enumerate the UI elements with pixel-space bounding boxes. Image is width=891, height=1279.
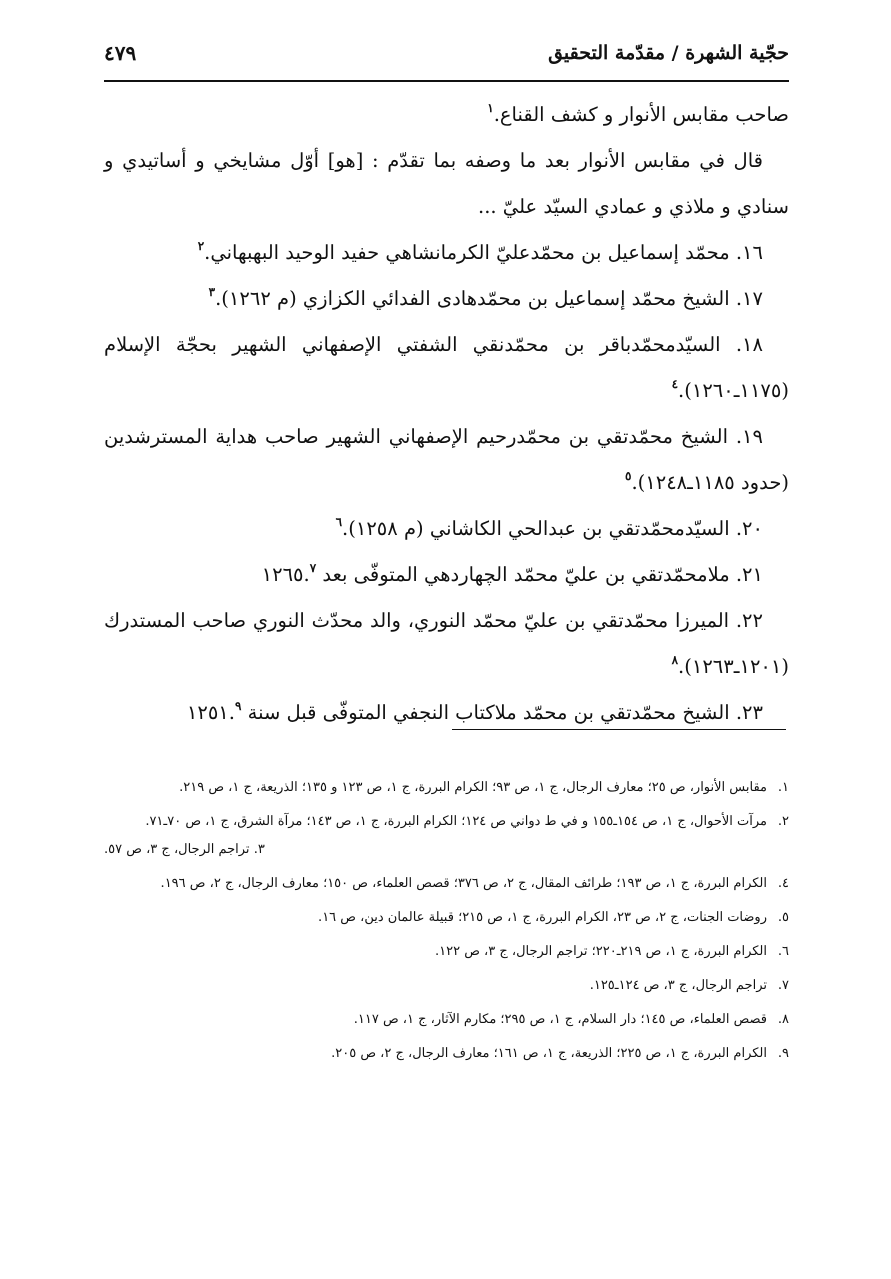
footnote-ref: ٣ [208, 285, 216, 299]
footnote: ٥. روضات الجنات، ج ٢، ص ٢٣، الكرام البررة، ج ١، ص ٢١٥؛ قبيلة عالمان دين، ص ١٦. [318, 910, 789, 925]
header-rule [104, 80, 789, 82]
footnote: ٦. الكرام البررة، ج ١، ص ٢١٩ـ٢٢٠؛ تراجم الرجال، ج ٣، ص ١٢٢. [434, 944, 789, 959]
list-item: ١٧. الشيخ محمّد إسماعيل بن محمّدهادى الفدائي الكزازي (م ١٢٦٢).$^٣$ [208, 285, 763, 310]
list-item: ٢٠. السيّدمحمّدتقي بن عبدالحي الكاشاني (م ١٢٥٨).$^٦$ [335, 515, 763, 540]
footnote-separator [452, 729, 786, 730]
footnotes [104, 774, 789, 1074]
list-item: ١٨. السيّدمحمّدباقر بن محمّدنقي الشفتي الإصفهاني الشهير بحجّة الإسلام (١١٧٥ـ١٢٦٠).$^٤$ [104, 333, 789, 402]
footnote: ٨. قصص العلماء، ص ١٤٥؛ دار السلام، ج ١، ص ٢٩٥؛ مكارم الآثار، ج ١، ص ١١٧. [353, 1012, 789, 1027]
footnote-ref: ٨ [671, 653, 679, 667]
footnote: ٩. الكرام البررة، ج ١، ص ٢٢٥؛ الذريعة، ج ١، ص ١٦١؛ معارف الرجال، ج ٢، ص ٢٠٥. [331, 1046, 789, 1061]
text-paragraph: قال في مقابس الأنوار بعد ما وصفه بما تقدّم : [هو] أوّل مشايخي و أساتيدي و سنادي و ملاذي و عمادي السيّد عليّ ... [104, 149, 789, 218]
page-header [104, 36, 789, 70]
list-item: ١٩. الشيخ محمّدتقي بن محمّدرحيم الإصفهاني الشهير صاحب هداية المسترشدين (حدود ١١٨٥ـ١٢٤٨).$^٥$ [104, 425, 789, 494]
page-number: ٤٧٩ [104, 41, 137, 65]
footnote-ref: ٩ [234, 699, 242, 713]
footnote: ٤. الكرام البررة، ج ١، ص ١٩٣؛ طرائف المقال، ج ٢، ص ٣٧٦؛ قصص العلماء، ص ١٥٠؛ معارف الرجال، ج ٢، ص ١٩٦. [160, 876, 789, 891]
footnote: ٢. مرآت الأحوال، ج ١، ص ١٥٤ـ١٥٥ و في ط دواني ص ١٢٤؛ الكرام البررة، ج ١، ص ١٤٣؛ مرآة الشرق، ج ١، ص ٧٠ـ٧١. ٣. تراجم الرجال، ج ٣، ص ٥٧. [104, 808, 789, 864]
text-line: صاحب مقابس الأنوار و كشف القناع.$^١$ [487, 101, 789, 126]
footnote: ١. مقابس الأنوار، ص ٢٥؛ معارف الرجال، ج ١، ص ٩٣؛ الكرام البررة، ج ١، ص ١٢٣ و ١٣٥؛ الذريعة، ج ١، ص ٢١٩. [179, 780, 789, 795]
footnote: ٣. تراجم الرجال، ج ٣، ص ٥٧. [104, 842, 265, 857]
footnote-ref: ٥ [625, 469, 632, 483]
list-item: ٢٣. الشيخ محمّدتقي بن محمّد ملاكتاب النجفي المتوفّى قبل سنة ١٢٥١.$^٩$ [186, 699, 763, 724]
footnote: ٧. تراجم الرجال، ج ٣، ص ١٢٤ـ١٢٥. [589, 978, 789, 993]
footnote-ref: ٤ [671, 377, 679, 391]
list-item: ٢٢. الميرزا محمّدتقي بن عليّ محمّد النوري، والد محدّث النوري صاحب المستدرك (١٢٠١ـ١٢٦٣).$^٨$ [104, 609, 789, 678]
list-item: ٢١. ملامحمّدتقي بن عليّ محمّد الچهاردهي المتوفّى بعد ١٢٦٥.$^٧$ [261, 561, 763, 586]
footnote-ref: ٧ [309, 561, 317, 575]
running-title: حجّية الشهرة / مقدّمة التحقيق [548, 42, 789, 64]
footnote-ref: ٢ [197, 239, 205, 253]
list-item: ١٦. محمّد إسماعيل بن محمّدعليّ الكرمانشاهي حفيد الوحيد البهبهاني.$^٢$ [197, 239, 763, 264]
footnote-ref: ١ [487, 101, 494, 115]
main-text [104, 92, 789, 736]
footnote-ref: ٦ [335, 515, 343, 529]
